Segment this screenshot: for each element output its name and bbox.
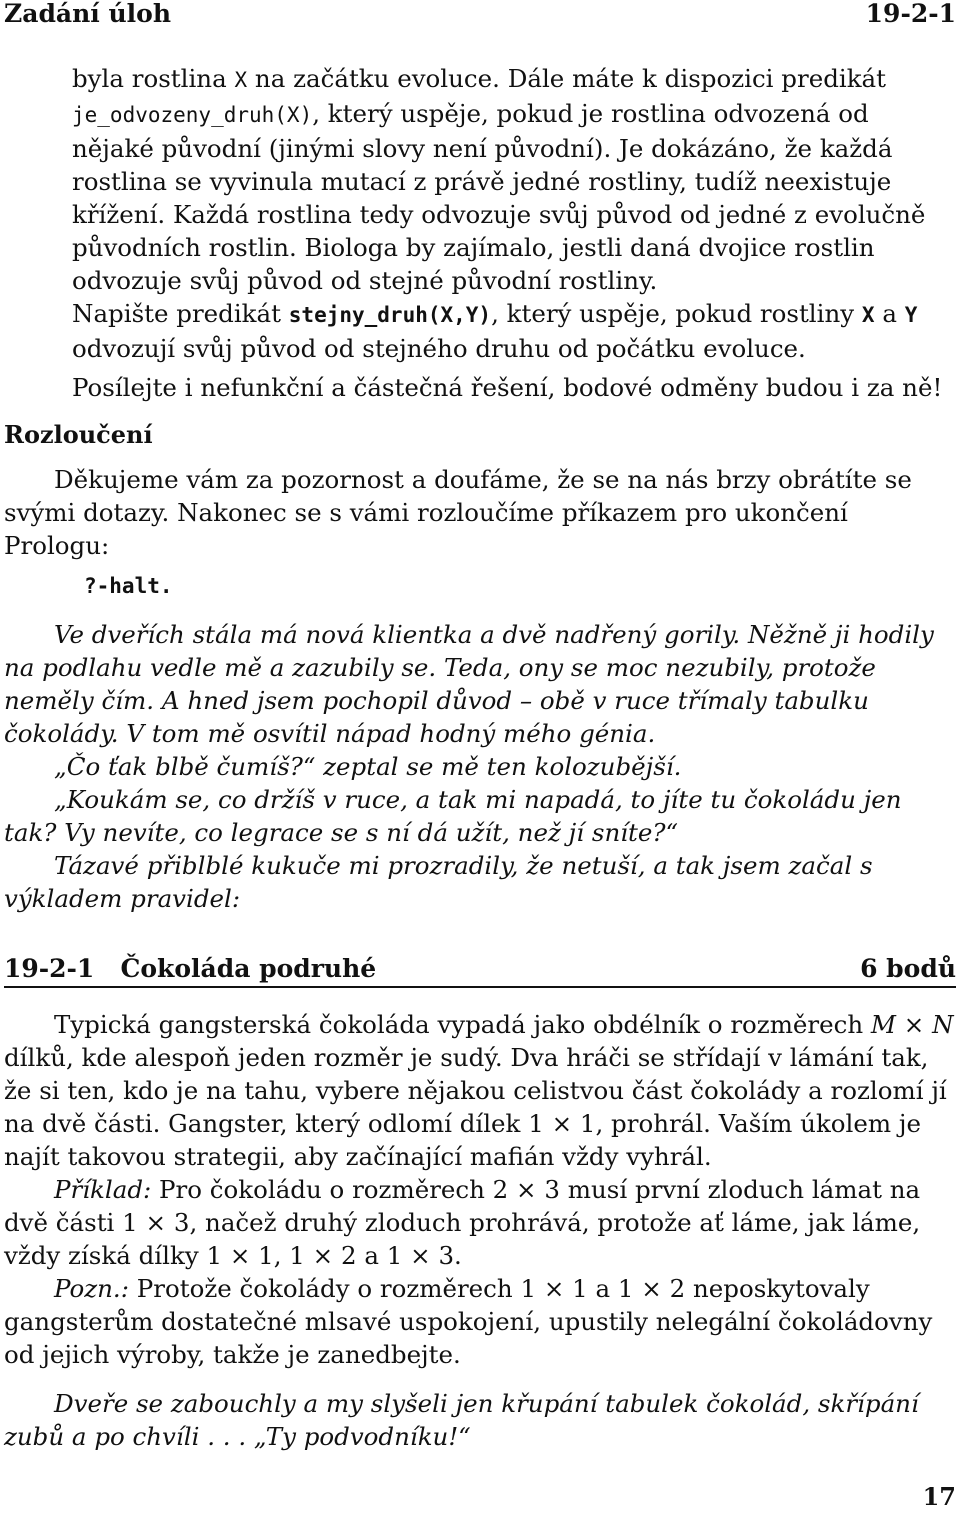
example-label: Příklad:: [54, 1175, 152, 1204]
code-predicate-derived: je_odvozeny_druh(X): [72, 103, 313, 127]
story-ending: Dveře se zabouchly a my slyšeli jen křupání tabulek čokolád, skřípání zubů a po chvíli . . . „Ty podvodníku!“: [4, 1389, 919, 1451]
task-example: Příklad: Pro čokoládu o rozměrech 2 × 3 musí první zloduch lámat na dvě části 1 × 3, načež druhý zloduch prohrává, protože ať lámе, jak láme, vždy získá dílky 1 × 1, 1 × 2 a 1 × 3.: [4, 1175, 921, 1270]
page-number: 17: [922, 1482, 956, 1511]
header-title: Zadání úloh: [4, 0, 172, 28]
halt-command: ?-halt.: [84, 574, 173, 598]
intro-paragraph-1: byla rostlina X na začátku evoluce. Dále máte k dispozici predikát je_odvozeny_druh(X), který uspěje, pokud je rostlina odvozená od nějaké původní (jinými slovy není původní). Je dokázáno, že každá rostlina se vyvinula mutací z právě jedné rostliny, tudíž neexistuje křížení. Každá rostlina tedy odvozuje svůj původ od jedné z evolučně původních rostlin. Biologa by zajímalo, jestli daná dvojice rostlin odvozuje svůj původ od stejné původní rostliny.: [72, 64, 926, 295]
intro-paragraph-3: Posílejte i nefunkční a částečná řešení, bodové odměny budou i za ně!: [72, 373, 943, 402]
code-x: X: [234, 68, 248, 92]
intro-paragraph-2: Napište predikát stejny_druh(X,Y), který uspěje, pokud rostliny X a Y odvozují svůj původ od stejného druhu od počátku evoluce.: [72, 299, 918, 363]
code-y: Y: [904, 303, 918, 327]
task-paragraph: Typická gangsterská čokoláda vypadá jako obdélník o rozměrech M × N dílků, kde alespoň jeden rozměr je sudý. Dva hráči se střídají v lámání tak, že si ten, kdo je na tahu, vybere nějakou celistvou část čokolády a rozlomí jí na dvě části. Gangster, který odlomí dílek 1 × 1, prohrál. Vaším úkolem je najít takovou strategii, aby začínající mafián vždy vyhrál.: [4, 1010, 954, 1171]
note-label: Pozn.:: [54, 1274, 129, 1303]
story-paragraph: Ve dveřích stála má nová klientka a dvě nadřený gorily. Něžně ji hodily na podlahu vedle mě a zazubily se. Teda, ony se moc nezubily, protože neměly čím. A hned jsem pochopil důvod – obě v ruce třímaly tabulku čokolády. V tom mě osvítil nápad hodný mého génia.: [4, 620, 934, 748]
page-header: [4, 0, 956, 30]
header-task-id: 19-2-1: [865, 0, 956, 28]
farewell-section: [4, 418, 956, 603]
task-section: [4, 954, 956, 1453]
task-note: Pozn.: Protože čokolády o rozměrech 1 × 1 a 1 × 2 neposkytovaly gangsterům dostatečné mlsavé uspokojení, upustily nelegální čokoládovny od jejich výroby, takže je zanedbejte.: [4, 1274, 933, 1369]
task-points: 6 bodů: [860, 954, 956, 983]
story-paragraph: „Koukám se, co držíš v ruce, a tak mi napadá, to jíte tu čokoládu jen tak? Vy nevíte, co legrace se s ní dá užít, než jí sníte?“: [4, 785, 902, 847]
math-dimensions: M × N: [870, 1010, 954, 1039]
story-intro: [4, 618, 956, 915]
code-predicate-same: stejny_druh(X,Y): [288, 303, 492, 327]
task-heading: [4, 954, 956, 988]
task-title: Čokoláda podruhé: [120, 954, 377, 983]
story-paragraph: „Čo ťak blbě čumíš?“ zeptal se mě ten kolozubější.: [54, 752, 682, 781]
intro-section: [4, 62, 956, 404]
story-paragraph: Tázavé přiblblé kukuče mi prozradily, že netuší, a tak jsem začal s výkladem pravidel:: [4, 851, 873, 913]
task-number: 19-2-1: [4, 954, 95, 983]
farewell-text: Děkujeme vám za pozornost a doufáme, že se na nás brzy obrátíte se svými dotazy. Nakonec se s vámi rozloučíme příkazem pro ukončení Prologu:: [4, 465, 912, 560]
code-x: X: [861, 303, 875, 327]
section-title: Rozloučení: [4, 420, 153, 449]
